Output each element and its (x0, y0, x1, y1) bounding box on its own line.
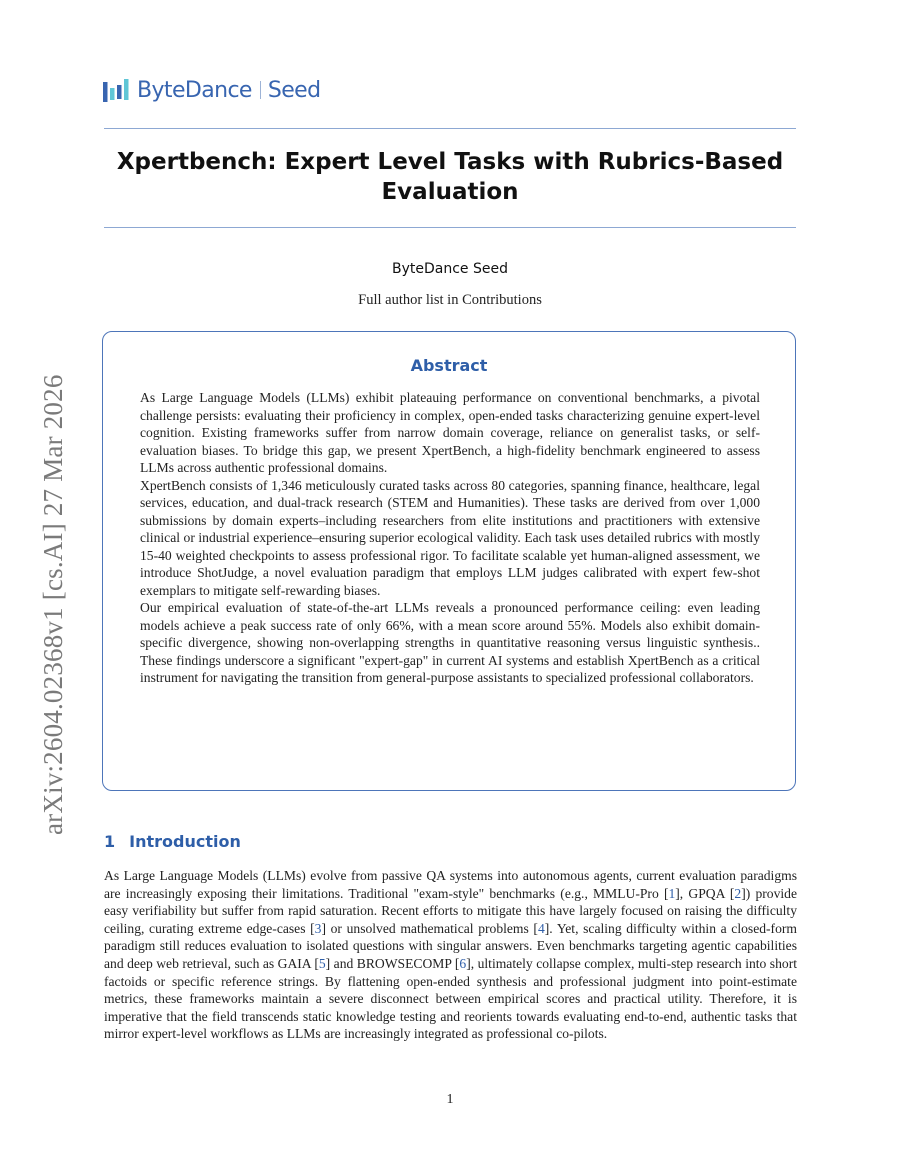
bytedance-seed-logo (103, 76, 320, 104)
logo-team-text: Seed (267, 77, 321, 103)
affiliation: ByteDance Seed (392, 261, 508, 277)
abstract-paragraph: Our empirical evaluation of state-of-the-art LLMs reveals a pronounced performance ceiling: even leading models achieve a peak success rate of only 66%, with a mean score around 55%. Models also exhibit domain-specific divergence, showing non-overlapping strengths in quantitative reasoning versus linguistic synthesis.. These findings underscore a significant "expert-gap" in current AI systems and establish XpertBench as a critical instrument for navigating the transition from general-purpose assistants to specialized professional collaborators. (140, 600, 760, 685)
abstract-paragraph: As Large Language Models (LLMs) exhibit plateauing performance on conventional benchmarks, a pivotal challenge persists: evaluating their proficiency in complex, open-ended tasks characterizing genuine expert-level cognition. Existing frameworks suffer from narrow domain coverage, reliance on generalist tasks, or self-evaluation biases. To bridge this gap, we present XpertBench, a high-fidelity benchmark engineered to assess LLMs across authentic professional domains. (140, 390, 760, 475)
logo-separator (260, 81, 261, 99)
title-top-rule (104, 128, 796, 129)
introduction-paragraph (104, 867, 797, 1043)
citation-link[interactable]: 5 (318, 955, 326, 971)
citation-link[interactable]: 3 (314, 920, 322, 936)
bytedance-logo-icon (103, 78, 130, 102)
section-title: Introduction (129, 832, 241, 851)
section-number: 1 (104, 832, 116, 851)
intro-text: ] or unsolved mathematical problems [ (321, 920, 538, 936)
logo-brand-text: ByteDance (137, 77, 252, 103)
citation-link[interactable]: 4 (537, 920, 545, 936)
citation-link[interactable]: 2 (734, 885, 742, 901)
paper-title: Xpertbench: Expert Level Tasks with Rubrics-Based Evaluation (116, 149, 784, 205)
arxiv-stamp: arXiv:2604.02368v1 [cs.AI] 27 Mar 2026 (38, 374, 68, 835)
abstract-body (140, 389, 760, 687)
page-number: 1 (446, 1092, 454, 1107)
intro-text: ]. Yet, scaling difficulty within a closed-form paradigm still reduces evaluation to isolated questions with singular answers. Even benchmarks targeting agentic capabilities and deep web retrieval, such as GAIA [ (104, 920, 797, 971)
intro-text: ]) provide easy verifiability but suffer from rapid saturation. Recent efforts to mitigate this have largely focused on raising the difficulty ceiling, curating extreme edge-cases [ (104, 885, 797, 936)
title-bottom-rule (104, 227, 796, 228)
citation-link[interactable]: 1 (668, 885, 676, 901)
intro-text: ], ultimately collapse complex, multi-step research into short factoids or specific reference strings. By flattening open-ended synthesis and professional judgment into point-estimate metrics, these frameworks maintain a severe disconnect between empirical scores and practical utility. Therefore, it is imperative that the field transcends static knowledge testing and reorients towards evaluating end-to-end, authentic tasks that mirror expert-level workflows as LLMs are increasingly integrated as professional co-pilots. (104, 955, 797, 1042)
intro-text: As Large Language Models (LLMs) evolve from passive QA systems into autonomous agents, current evaluation paradigms are increasingly exposing their limitations. Traditional "exam-style" benchmarks (e.g., MMLU-Pro [ (104, 868, 797, 901)
abstract-heading: Abstract (410, 356, 488, 375)
intro-text: ] and BROWSECOMP [ (325, 955, 460, 971)
abstract-box (102, 331, 796, 791)
citation-link[interactable]: 6 (459, 955, 467, 971)
authors-note: Full author list in Contributions (358, 292, 542, 308)
intro-text: ], GPQA [ (675, 885, 735, 901)
abstract-paragraph: XpertBench consists of 1,346 meticulously curated tasks across 80 categories, spanning finance, healthcare, legal services, education, and dual-track research (STEM and Humanities). These tasks are derived from over 1,000 submissions by domain experts–including researchers from elite institutions and practitioners with extensive clinical or industrial experience–ensuring superior ecological validity. Each task uses detailed rubrics with mostly 15-40 weighted checkpoints to assess professional rigor. To facilitate scalable yet human-aligned assessment, we introduce ShotJudge, a novel evaluation paradigm that employs LLM judges calibrated with expert few-shot exemplars to mitigate self-rewarding biases. (140, 477, 760, 598)
section-heading (104, 832, 241, 851)
